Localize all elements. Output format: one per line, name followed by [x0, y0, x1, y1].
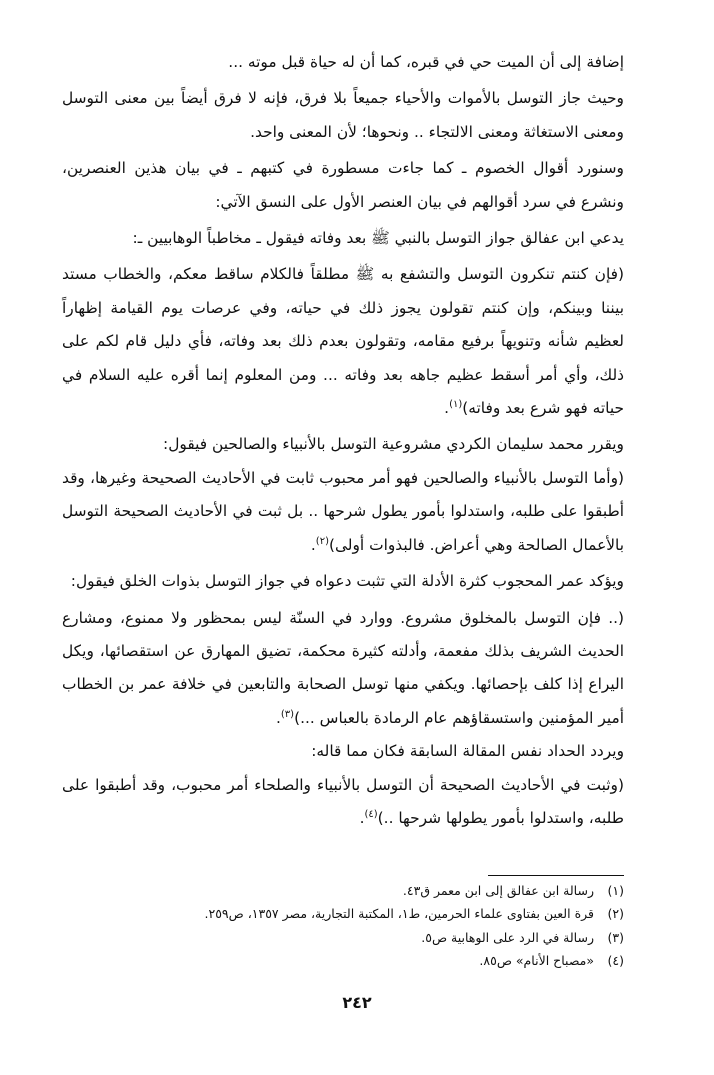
footnote-text: «مصباح الأنام» ص٨٥. [479, 952, 594, 968]
paragraph-4: يدعي ابن عفالق جواز التوسل بالنبي ﷺ بعد وفاته فيقول ـ مخاطباً الوهابيين ـ: [132, 229, 624, 248]
footnote-number: (١) [607, 883, 624, 898]
quote-text-3: (.. فإن التوسل بالمخلوق مشروع. ووارد في السنّة ليس بمحظور ولا ممنوع، ومشارع الحديث الشريف بذلك مفعمة، وأدلته كثيرة محكمة، تضيق المهارق عن استقصائها، ويكل اليراع إذا كلف بإحصائها. ويكفي منها توسل الصحابة والتابعين في خلافة عمر بن الخطاب أمير المؤمنين واستسقاؤهم عام الرمادة بالعباس ...) [62, 608, 624, 727]
page-number: ٢٤٢ [342, 993, 372, 1012]
footnote-text: رسالة ابن عفالق إلى ابن معمر ق٤٣. [402, 883, 594, 898]
quote-text-1: (فإن كنتم تنكرون التوسل والتشفع به ﷺ مطلقاً فالكلام ساقط معكم، والخطاب مستد بيننا وبينكم، وإن كنتم تقولون يجوز ذلك في حياته، وفي عرصات يوم القيامة إظهاراً لعظيم شأنه وتنويهاً برفيع مقامه، وتقولون بعدم ذلك بعد وفاته، فأي دليل قام لكم على ذلك، وأي أمر أسقط عظيم جاهه بعد وفاته ... ومن المعلوم إنما أقره عليه السلام في حياته فهو شرع بعد وفاته) [62, 265, 624, 418]
footnote-ref-3: (٣) [280, 708, 295, 720]
footnote-number: (٣) [607, 929, 624, 945]
quote-paragraph-2: (وأما التوسل بالأنبياء والصالحين فهو أمر محبوب ثابت في الأحاديث الصحيحة وغيرها، وقد أطبقوا على طلبه، واستدلوا بأمور يطول شرحها .. بل ثبت في الأحاديث الصحيحة التوسل بالأعمال الصالحة وهي أعراض. فالبذوات أولى)$^{(٢)}$. [62, 468, 624, 554]
footnote-ref-2: (٢) [315, 535, 329, 547]
quote-paragraph-4: (وثبت في الأحاديث الصحيحة أن التوسل بالأنبياء والصلحاء أمر محبوب، وقد أطبقوا على طلبه، واستدلوا بأمور يطولها شرحها ..)$^{(٤)}$. [62, 775, 624, 827]
footnote-text: قرة العين بفتاوى علماء الحرمين، ط١، المكتبة التجارية، مصر ١٣٥٧، ص٢٥٩. [204, 906, 594, 922]
footnote-number: (٢) [607, 906, 624, 922]
quote-paragraph-1: (فإن كنتم تنكرون التوسل والتشفع به ﷺ مطلقاً فالكلام ساقط معكم، والخطاب مستد بيننا وبينكم، وإن كنتم تقولون يجوز ذلك في حياته، وفي عرصات يوم القيامة إظهاراً لعظيم شأنه وتنويهاً برفيع مقامه، وتقولون بعدم ذلك بعد وفاته، فأي دليل قام لكم على ذلك، وأي أمر أسقط عظيم جاهه بعد وفاته ... ومن المعلوم إنما أقره عليه السلام في حياته فهو شرع بعد وفاته)$^{(١)}$. [62, 265, 624, 418]
paragraph-8: ويؤكد عمر المحجوب كثرة الأدلة التي تثبت دعواه في جواز التوسل بذوات الخلق فيقول: [70, 572, 624, 591]
quote-text-2: (وأما التوسل بالأنبياء والصالحين فهو أمر محبوب ثابت في الأحاديث الصحيحة وغيرها، وقد أطبقوا على طلبه، واستدلوا بأمور يطول شرحها .. بل ثبت في الأحاديث الصحيحة التوسل بالأعمال الصالحة وهي أعراض. فالبذوات أولى) [62, 468, 624, 554]
paragraph-2: وحيث جاز التوسل بالأموات والأحياء جميعاً بلا فرق، فإنه لا فرق أيضاً بين معنى التوسل ومعنى الاستغاثة ومعنى الالتجاء .. ونحوها؛ لأن المعنى واحد. [62, 89, 624, 141]
paragraph-6: ويقرر محمد سليمان الكردي مشروعية التوسل بالأنبياء والصالحين فيقول: [163, 435, 624, 454]
footnote-ref-1: (١) [449, 398, 463, 410]
footnotes [200, 879, 624, 972]
main-text [62, 46, 624, 835]
footnote-ref-4: (٤) [364, 808, 378, 820]
quote-paragraph-3: (.. فإن التوسل بالمخلوق مشروع. ووارد في السنّة ليس بمحظور ولا ممنوع، ومشارع الحديث الشريف بذلك مفعمة، وأدلته كثيرة محكمة، تضيق المهارق عن استقصائها، ويكل اليراع إذا كلف بإحصائها. ويكفي منها توسل الصحابة والتابعين في خلافة عمر بن الخطاب أمير المؤمنين واستسقاؤهم عام الرمادة بالعباس ...)$^{(٣)}$. [62, 608, 624, 727]
footnote [200, 879, 624, 902]
footnote [200, 902, 624, 925]
paragraph-3: وسنورد أقوال الخصوم ـ كما جاءت مسطورة في كتبهم ـ في بيان هذين العنصرين، ونشرع في سرد أقوالهم في بيان العنصر الأول على النسق الآتي: [62, 159, 624, 211]
footnote-number: (٤) [607, 952, 624, 968]
footnote-divider [488, 875, 624, 876]
quote-text-4: (وثبت في الأحاديث الصحيحة أن التوسل بالأنبياء والصلحاء أمر محبوب، وقد أطبقوا على طلبه، واستدلوا بأمور يطولها شرحها ..) [62, 775, 624, 827]
paragraph-1: إضافة إلى أن الميت حي في قبره، كما أن له حياة قبل موته ... [228, 53, 624, 71]
footnote-text: رسالة في الرد على الوهابية ص٥. [421, 929, 594, 945]
paragraph-10: ويردد الحداد نفس المقالة السابقة فكان مما قاله: [311, 742, 624, 761]
footnote [200, 926, 624, 949]
footnote [200, 949, 624, 972]
